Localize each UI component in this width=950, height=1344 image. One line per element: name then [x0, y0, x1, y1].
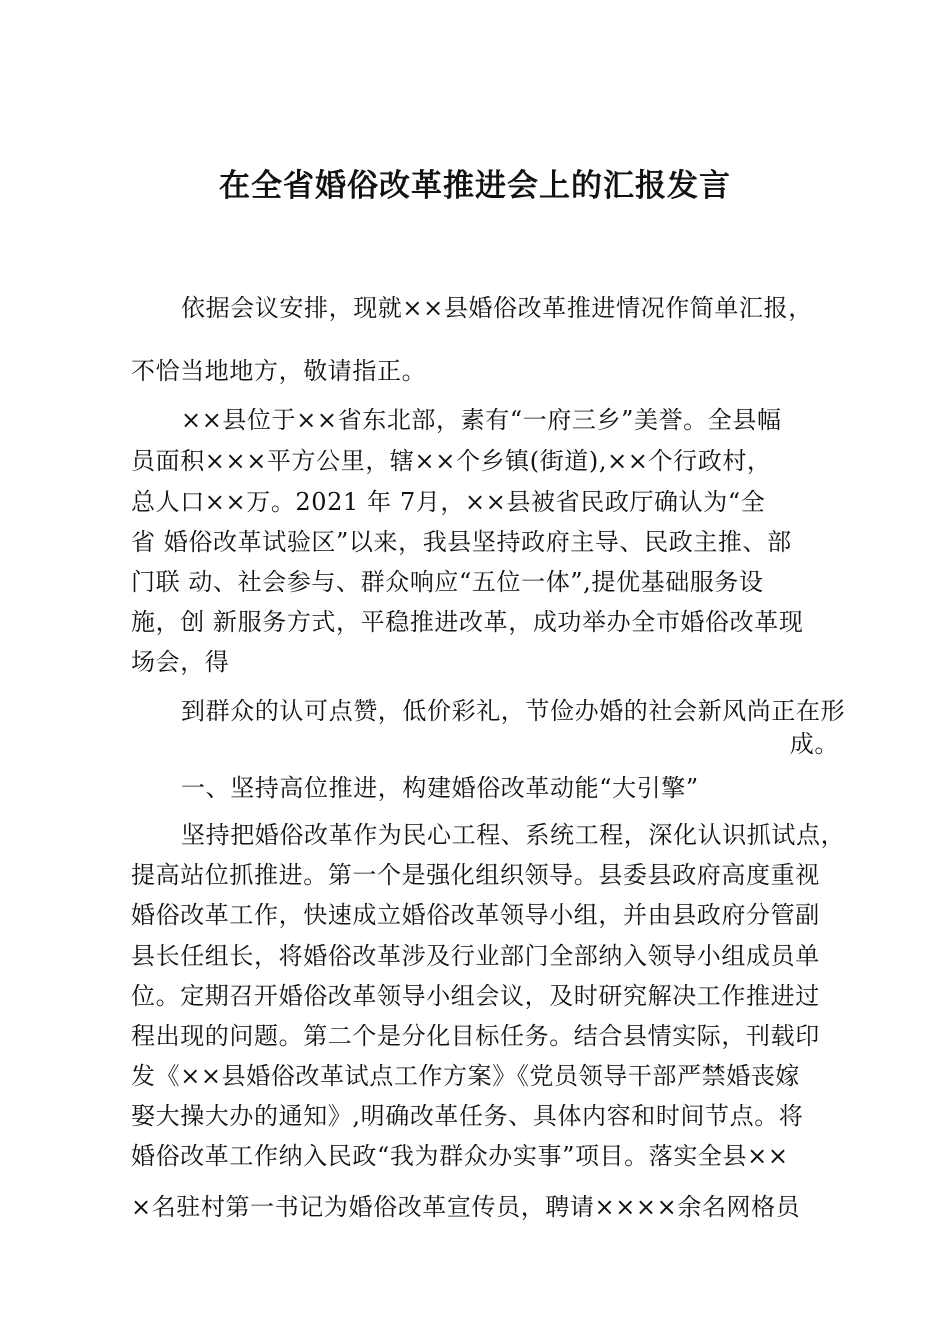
paragraph-line: 依据会议安排，现就××县婚俗改革推进情况作简单汇报， [181, 294, 813, 322]
section-heading: 一、坚持高位推进，构建婚俗改革动能“大引擎” [181, 774, 699, 802]
paragraph-line: 不恰当地地方，敬请指正。 [131, 357, 427, 385]
paragraph-line: 娶大操大办的通知》,明确改革任务、具体内容和时间节点。将 [131, 1102, 804, 1130]
paragraph-line: ×名驻村第一书记为婚俗改革宣传员，聘请××××余名网格员 [131, 1193, 801, 1221]
paragraph-line: 婚俗改革工作，快速成立婚俗改革领导小组，并由县政府分管副 [131, 901, 820, 929]
paragraph-line: 施，创 新服务方式，平稳推进改革，成功举办全市婚俗改革现 [131, 608, 804, 636]
paragraph-line: 坚持把婚俗改革作为民心工程、系统工程，深化认识抓试点， [181, 821, 846, 849]
document-title: 在全省婚俗改革推进会上的汇报发言 [219, 168, 731, 204]
paragraph-line: 县长任组长，将婚俗改革涉及行业部门全部纳入领导小组成员单 [131, 942, 820, 970]
paragraph-line: 省 婚俗改革试验区”以来，我县坚持政府主导、民政主推、部 [131, 528, 792, 556]
paragraph-line: 程出现的问题。第二个是分化目标任务。结合县情实际，刊载印 [131, 1022, 820, 1050]
paragraph-line: 总人口××万。2021 年 7月，××县被省民政厅确认为“全 [131, 488, 766, 516]
paragraph-line: 发《××县婚俗改革试点工作方案》《党员领导干部严禁婚丧嫁 [131, 1062, 801, 1090]
paragraph-line: 位。定期召开婚俗改革领导小组会议，及时研究解决工作推进过 [131, 982, 820, 1010]
paragraph-line: ××县位于××省东北部，素有“一府三乡”美誉。全县幅 [181, 406, 782, 434]
paragraph-line: 提高站位抓推进。第一个是强化组织领导。县委县政府高度重视 [131, 861, 820, 889]
paragraph-line: 员面积×××平方公里，辖××个乡镇(街道),××个行政村， [131, 447, 772, 475]
paragraph-line: 成。 [789, 730, 839, 758]
paragraph-line: 到群众的认可点赞，低价彩礼，节俭办婚的社会新风尚正在形 [181, 697, 846, 725]
paragraph-line: 场会，得 [131, 648, 230, 676]
paragraph-line: 婚俗改革工作纳入民政“我为群众办实事”项目。落实全县×× [131, 1142, 789, 1170]
paragraph-line: 门联 动、社会参与、群众响应“五位一体”,提优基础服务设 [131, 568, 764, 596]
